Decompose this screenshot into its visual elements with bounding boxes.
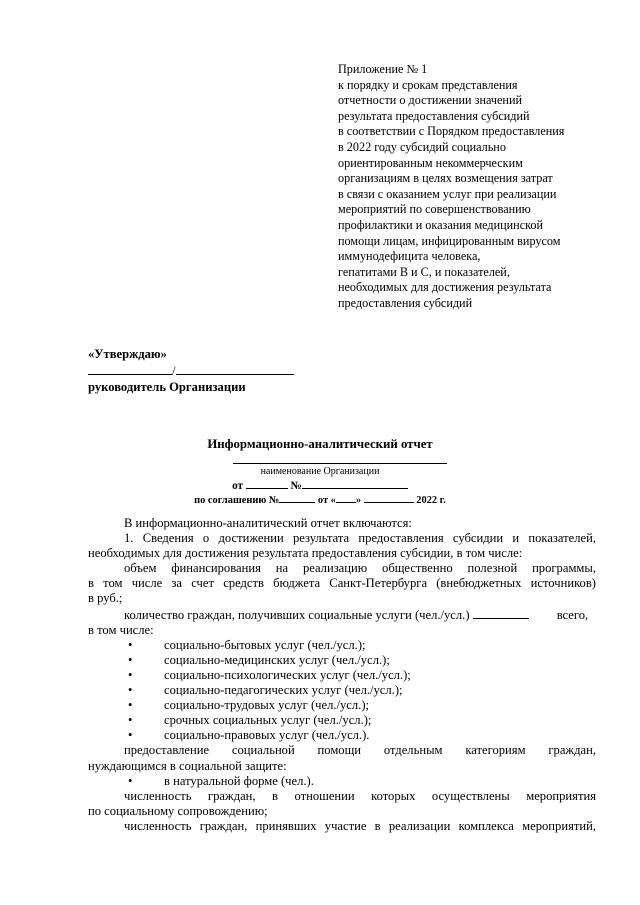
item1-line: необходимых для достижения результата предоставления субсидии, в том числе: bbox=[88, 546, 523, 561]
appendix-line: профилактики и оказания медицинской bbox=[338, 217, 544, 232]
appendix-line: в связи с оказанием услуг при реализации bbox=[338, 186, 557, 201]
count-text: количество граждан, получивших социальные услуги (чел./усл.) bbox=[124, 607, 470, 622]
agreement-line bbox=[0, 492, 640, 506]
service-list-item bbox=[88, 728, 596, 743]
appendix-line: организациям в целях возмещения затрат bbox=[338, 171, 553, 186]
count-line bbox=[88, 607, 596, 623]
approval-block bbox=[88, 346, 348, 395]
report-body bbox=[88, 516, 596, 834]
help-line: предоставление социальной помощи отдельным категориям граждан, bbox=[124, 743, 596, 758]
agreement-from: от « bbox=[317, 495, 336, 506]
bullet-icon: • bbox=[128, 683, 133, 698]
volume-line: объем финансирования на реализацию общественно полезной программы, bbox=[124, 561, 596, 576]
name-blank bbox=[176, 362, 294, 375]
count-blank bbox=[473, 607, 529, 619]
report-date-number-line bbox=[0, 478, 640, 492]
bullet-icon: • bbox=[128, 713, 133, 728]
escort-line: по социальному сопровождению; bbox=[88, 803, 268, 818]
natural-form-text: в натуральной форме (чел.). bbox=[164, 773, 314, 788]
appendix-line: помощи лицам, инфицированным вирусом bbox=[338, 233, 561, 248]
bullet-icon: • bbox=[128, 728, 133, 743]
agreement-number-blank bbox=[279, 492, 315, 503]
agreement-prefix: по соглашению № bbox=[194, 495, 280, 506]
bullet-icon: • bbox=[128, 698, 133, 713]
volume-line: в руб.; bbox=[88, 591, 123, 606]
signature-line bbox=[88, 362, 348, 379]
agreement-year: 2022 г. bbox=[416, 495, 446, 506]
appendix-line: Приложение № 1 bbox=[338, 62, 428, 76]
organization-caption: наименование Организации bbox=[260, 466, 380, 477]
date-blank bbox=[246, 478, 288, 489]
count-line: в том числе: bbox=[88, 622, 154, 637]
volume-line: в том числе за счет средств бюджета Санкт-Петербурга (внебюджетных источников) bbox=[88, 576, 596, 591]
appendix-line: в соответствии с Порядком предоставления bbox=[338, 124, 565, 139]
escort-line: численность граждан, в отношении которых осуществлены мероприятия bbox=[124, 788, 596, 803]
report-title: Информационно-аналитический отчет bbox=[207, 437, 433, 451]
service-list-item bbox=[88, 698, 596, 713]
service-text: социально-трудовых услуг (чел./усл.); bbox=[164, 698, 370, 713]
bullet-icon: • bbox=[128, 652, 133, 667]
service-text: срочных социальных услуг (чел./усл.); bbox=[164, 713, 372, 728]
service-list-item bbox=[88, 683, 596, 698]
approval-heading: «Утверждаю» bbox=[88, 347, 167, 361]
appendix-line: ориентированным некоммерческим bbox=[338, 155, 523, 170]
organization-name-line bbox=[233, 463, 447, 464]
agreement-month-blank bbox=[364, 492, 414, 503]
service-text: социально-бытовых услуг (чел./усл.); bbox=[164, 637, 366, 652]
service-text: социально-психологических услуг (чел./усл.); bbox=[164, 667, 411, 682]
number-label: № bbox=[290, 480, 302, 492]
service-text: социально-медицинских услуг (чел./усл.); bbox=[164, 652, 390, 667]
service-list-item bbox=[88, 713, 596, 728]
signature-slash: / bbox=[172, 364, 176, 378]
appendix-line: результата предоставления субсидий bbox=[338, 108, 530, 123]
help-line: нуждающимся в социальной защите: bbox=[88, 758, 287, 773]
appendix-line: предоставления субсидий bbox=[338, 295, 473, 310]
service-text: социально-педагогических услуг (чел./усл.); bbox=[164, 683, 403, 698]
item1-line: 1. Сведения о достижении результата предоставления субсидии и показателей, bbox=[124, 531, 596, 546]
complex-line: численность граждан, принявших участие в реализации комплекса мероприятий, bbox=[124, 818, 596, 833]
intro-paragraph: В информационно-аналитический отчет включаются: bbox=[124, 516, 412, 530]
bullet-icon: • bbox=[128, 667, 133, 682]
service-list-item bbox=[88, 638, 596, 653]
approver-role: руководитель Организации bbox=[88, 380, 246, 394]
appendix-header bbox=[338, 62, 628, 312]
number-blank bbox=[302, 478, 408, 489]
appendix-line: в 2022 году субсидий социально bbox=[338, 139, 506, 154]
service-list-item bbox=[88, 668, 596, 683]
natural-form-item bbox=[88, 774, 596, 789]
from-label: от bbox=[232, 480, 244, 492]
bullet-icon: • bbox=[128, 637, 133, 652]
agreement-day-blank bbox=[336, 492, 356, 503]
appendix-line: гепатитами В и С, и показателей, bbox=[338, 264, 510, 279]
count-total: всего, bbox=[556, 607, 589, 622]
appendix-line: отчетности о достижении значений bbox=[338, 93, 522, 108]
appendix-line: мероприятий по совершенствованию bbox=[338, 202, 531, 217]
service-list-item bbox=[88, 653, 596, 668]
appendix-line: необходимых для достижения результата bbox=[338, 280, 552, 295]
agreement-quote: » bbox=[355, 495, 362, 506]
appendix-line: иммунодефицита человека, bbox=[338, 249, 481, 264]
appendix-line: к порядку и срокам представления bbox=[338, 77, 518, 92]
bullet-icon: • bbox=[128, 773, 133, 788]
service-text: социально-правовых услуг (чел./усл.). bbox=[164, 728, 370, 743]
signature-blank bbox=[88, 362, 172, 375]
